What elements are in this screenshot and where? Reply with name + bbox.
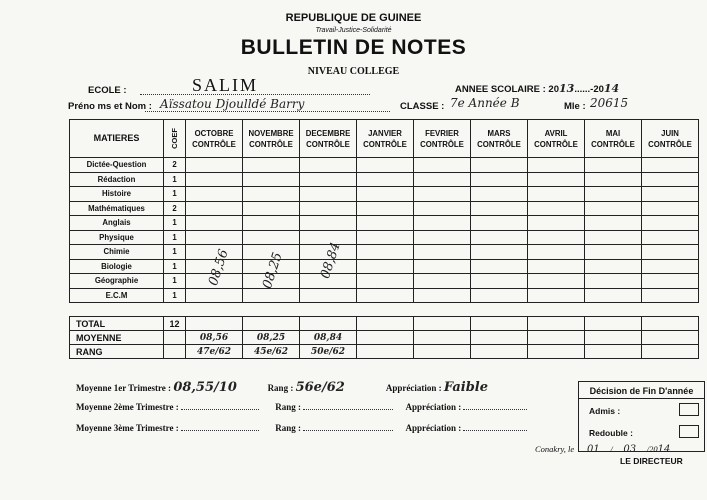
month-header <box>471 120 528 158</box>
subject-name: E.C.M <box>70 288 164 303</box>
nom-label: Préno ms et Nom : <box>68 101 152 112</box>
grade-cell <box>243 201 300 216</box>
grade-cell <box>642 172 699 187</box>
grade-cell <box>243 216 300 231</box>
annee-scolaire <box>455 82 619 95</box>
subject-coef: 1 <box>164 274 186 289</box>
trimestre-3-moyenne <box>181 430 259 431</box>
grade-cell <box>471 216 528 231</box>
grade-cell <box>414 216 471 231</box>
grade-cell <box>471 259 528 274</box>
subject-row <box>70 259 699 274</box>
grade-cell <box>585 158 642 173</box>
month-name: JUIN <box>661 128 679 138</box>
nom-value: Aïssatou Djoulldé Barry <box>160 97 305 111</box>
trimestre-2-rang-label: Rang : <box>275 402 301 412</box>
subject-row <box>70 245 699 260</box>
grade-cell <box>585 172 642 187</box>
moyenne-row <box>70 331 699 345</box>
month-sub: CONTRÔLE <box>420 139 464 149</box>
month-name: NOVEMBRE <box>248 128 294 138</box>
vertical-note-decembre: 08,84 <box>318 240 344 281</box>
trimestre-1-appreciation: Faible <box>443 380 489 395</box>
subject-coef: 1 <box>164 187 186 202</box>
grade-cell <box>471 245 528 260</box>
grade-cell <box>357 187 414 202</box>
grade-cell <box>414 274 471 289</box>
subject-coef: 2 <box>164 201 186 216</box>
grade-cell <box>357 288 414 303</box>
ecole-label: ECOLE : <box>88 85 127 96</box>
moyenne-decembre: 08,84 <box>300 331 357 345</box>
grade-cell <box>414 172 471 187</box>
grade-cell <box>471 187 528 202</box>
month-header <box>528 120 585 158</box>
subject-row <box>70 158 699 173</box>
grade-cell <box>357 259 414 274</box>
grade-cell <box>357 274 414 289</box>
month-header <box>243 120 300 158</box>
grade-cell <box>186 288 243 303</box>
annee-end: 14 <box>603 82 620 95</box>
subject-row <box>70 201 699 216</box>
date-day: 01 <box>586 444 600 455</box>
month-header <box>642 120 699 158</box>
trimestre-3 <box>76 423 527 433</box>
total-label: TOTAL <box>70 317 164 331</box>
grade-cell <box>414 158 471 173</box>
trimestre-3-rang <box>303 430 393 431</box>
grade-cell <box>414 245 471 260</box>
grade-cell <box>414 230 471 245</box>
subject-coef: 1 <box>164 216 186 231</box>
moyenne-label: MOYENNE <box>70 331 164 345</box>
ecole-dotted-line <box>140 94 370 95</box>
grade-cell <box>471 201 528 216</box>
grade-cell <box>642 187 699 202</box>
trimestre-1-moyenne: 08,55/10 <box>173 380 237 395</box>
grade-cell <box>414 201 471 216</box>
date-year-prefix: /20 <box>646 444 658 454</box>
month-sub: CONTRÔLE <box>648 139 692 149</box>
place-label: Conakry, le <box>535 444 575 454</box>
grade-cell <box>642 288 699 303</box>
month-sub: CONTRÔLE <box>534 139 578 149</box>
grade-cell <box>186 187 243 202</box>
rang-octobre: 47e/62 <box>186 345 243 359</box>
matieres-header: MATIERES <box>70 120 164 158</box>
grade-cell <box>471 274 528 289</box>
grade-cell <box>300 172 357 187</box>
subject-row <box>70 274 699 289</box>
month-sub: CONTRÔLE <box>363 139 407 149</box>
date-year: 14 <box>657 444 671 455</box>
grade-cell <box>585 245 642 260</box>
grade-cell <box>585 288 642 303</box>
grade-cell <box>300 201 357 216</box>
month-header <box>357 120 414 158</box>
grade-cell <box>642 230 699 245</box>
subject-name: Anglais <box>70 216 164 231</box>
grade-cell <box>357 172 414 187</box>
grade-cell <box>357 245 414 260</box>
trimestre-1-label: Moyenne 1er Trimestre : <box>76 383 172 393</box>
mle-value: 20615 <box>590 96 629 110</box>
grade-cell <box>300 216 357 231</box>
subject-name: Biologie <box>70 259 164 274</box>
grade-cell <box>186 216 243 231</box>
totals-table <box>69 316 699 359</box>
document-title: BULLETIN DE NOTES <box>240 36 467 59</box>
grade-cell <box>357 158 414 173</box>
subject-coef: 2 <box>164 158 186 173</box>
table-header-row <box>70 120 699 158</box>
subject-name: Histoire <box>70 187 164 202</box>
grade-cell <box>528 274 585 289</box>
subject-name: Géographie <box>70 274 164 289</box>
grade-cell <box>243 230 300 245</box>
grade-cell <box>585 274 642 289</box>
month-name: MAI <box>605 128 621 138</box>
grade-cell <box>642 201 699 216</box>
grade-cell <box>471 288 528 303</box>
month-name: MARS <box>487 128 511 138</box>
annee-label: ANNEE SCOLAIRE : 20 <box>455 84 559 95</box>
month-name: OCTOBRE <box>194 128 234 138</box>
grade-cell <box>585 259 642 274</box>
grade-cell <box>357 201 414 216</box>
grade-cell <box>243 158 300 173</box>
trimestre-1-appr-label: Appréciation : <box>385 383 442 393</box>
grade-cell <box>357 230 414 245</box>
subject-row <box>70 230 699 245</box>
grade-cell <box>300 158 357 173</box>
grade-cell <box>414 259 471 274</box>
grade-cell <box>300 187 357 202</box>
grade-cell <box>642 245 699 260</box>
month-name: DECEMBRE <box>305 128 351 138</box>
annee-sep: ......-20 <box>574 84 604 95</box>
grade-cell <box>471 158 528 173</box>
motto: Travail-Justice-Solidarité <box>315 27 392 34</box>
subject-name: Physique <box>70 230 164 245</box>
subject-name: Dictée-Question <box>70 158 164 173</box>
rang-novembre: 45e/62 <box>243 345 300 359</box>
grade-cell <box>528 230 585 245</box>
ecole-value: SALIM <box>192 75 259 95</box>
trimestre-2 <box>76 402 527 412</box>
grade-cell <box>186 201 243 216</box>
grade-cell <box>642 216 699 231</box>
grade-cell <box>528 187 585 202</box>
grade-cell <box>186 230 243 245</box>
month-sub: CONTRÔLE <box>477 139 521 149</box>
trimestre-2-moyenne <box>181 409 259 410</box>
month-sub: CONTRÔLE <box>591 139 635 149</box>
month-name: AVRIL <box>544 128 568 138</box>
mle-label: Mle : <box>564 101 586 112</box>
month-header <box>186 120 243 158</box>
grade-cell <box>243 288 300 303</box>
date-month: 03 <box>623 444 637 455</box>
moyenne-octobre: 08,56 <box>186 331 243 345</box>
grade-cell <box>585 201 642 216</box>
grade-cell <box>186 172 243 187</box>
trimestre-1 <box>76 380 488 395</box>
grades-table <box>69 119 699 303</box>
vertical-note-novembre: 08,25 <box>260 250 286 291</box>
nom-dotted-line <box>145 111 390 112</box>
coef-header-text: COEF <box>170 128 179 149</box>
subject-coef: 1 <box>164 172 186 187</box>
subject-row <box>70 172 699 187</box>
republic-heading: REPUBLIQUE DE GUINEE <box>285 12 422 24</box>
total-row <box>70 317 699 331</box>
grade-cell <box>243 187 300 202</box>
classe-label: CLASSE : <box>400 101 445 112</box>
decision-divider <box>579 398 704 399</box>
month-sub: CONTRÔLE <box>249 139 293 149</box>
grade-cell <box>471 230 528 245</box>
director-label: LE DIRECTEUR <box>620 456 683 466</box>
subject-row <box>70 187 699 202</box>
subject-row <box>70 288 699 303</box>
grade-cell <box>357 216 414 231</box>
grade-cell <box>528 245 585 260</box>
decision-box <box>578 381 705 452</box>
grade-cell <box>642 259 699 274</box>
grade-cell <box>528 259 585 274</box>
grade-cell <box>414 288 471 303</box>
grade-cell <box>642 274 699 289</box>
grade-cell <box>528 288 585 303</box>
grade-cell <box>528 158 585 173</box>
grade-cell <box>186 158 243 173</box>
grade-cell <box>528 216 585 231</box>
moyenne-novembre: 08,25 <box>243 331 300 345</box>
month-header <box>585 120 642 158</box>
month-name: JANVIER <box>368 128 402 138</box>
grade-cell <box>300 288 357 303</box>
trimestre-2-rang <box>303 409 393 410</box>
admis-label: Admis : <box>589 406 621 416</box>
trimestre-2-label: Moyenne 2ème Trimestre : <box>76 402 179 412</box>
month-header <box>414 120 471 158</box>
total-coef: 12 <box>164 317 186 331</box>
subject-name: Rédaction <box>70 172 164 187</box>
grade-cell <box>585 230 642 245</box>
trimestre-3-label: Moyenne 3ème Trimestre : <box>76 423 179 433</box>
grade-cell <box>414 187 471 202</box>
redouble-label: Redouble : <box>589 428 633 438</box>
rang-label: RANG <box>70 345 164 359</box>
trimestre-1-rang-label: Rang : <box>267 383 294 393</box>
month-sub: CONTRÔLE <box>306 139 350 149</box>
month-header <box>300 120 357 158</box>
grade-cell <box>585 216 642 231</box>
subject-coef: 1 <box>164 245 186 260</box>
redouble-checkbox[interactable] <box>679 425 699 438</box>
date-line: Conakry, le 01 / 03 /2014 <box>535 444 671 455</box>
trimestre-2-appreciation <box>463 409 527 410</box>
grade-cell <box>528 201 585 216</box>
subject-name: Chimie <box>70 245 164 260</box>
subject-name: Mathématiques <box>70 201 164 216</box>
decision-title: Décision de Fin D'année <box>589 386 694 396</box>
vertical-note-octobre: 08,56 <box>206 247 232 288</box>
classe-value: 7e Année B <box>450 96 520 110</box>
trimestre-3-rang-label: Rang : <box>275 423 301 433</box>
rang-row <box>70 345 699 359</box>
grade-cell <box>585 187 642 202</box>
trimestre-3-appr-label: Appréciation : <box>405 423 462 433</box>
admis-checkbox[interactable] <box>679 403 699 416</box>
grade-cell <box>642 158 699 173</box>
grade-cell <box>471 172 528 187</box>
subject-coef: 1 <box>164 230 186 245</box>
coef-header <box>164 120 186 158</box>
rang-decembre: 50e/62 <box>300 345 357 359</box>
annee-start: 13 <box>559 82 575 95</box>
trimestre-1-rang: 56e/62 <box>295 380 345 395</box>
level-label: NIVEAU COLLEGE <box>307 66 400 77</box>
subject-coef: 1 <box>164 259 186 274</box>
trimestre-3-appreciation <box>463 430 527 431</box>
grade-cell <box>528 172 585 187</box>
month-name: FEVRIER <box>425 128 459 138</box>
grade-cell <box>243 172 300 187</box>
month-sub: CONTRÔLE <box>192 139 236 149</box>
subject-row <box>70 216 699 231</box>
subject-coef: 1 <box>164 288 186 303</box>
trimestre-2-appr-label: Appréciation : <box>405 402 462 412</box>
